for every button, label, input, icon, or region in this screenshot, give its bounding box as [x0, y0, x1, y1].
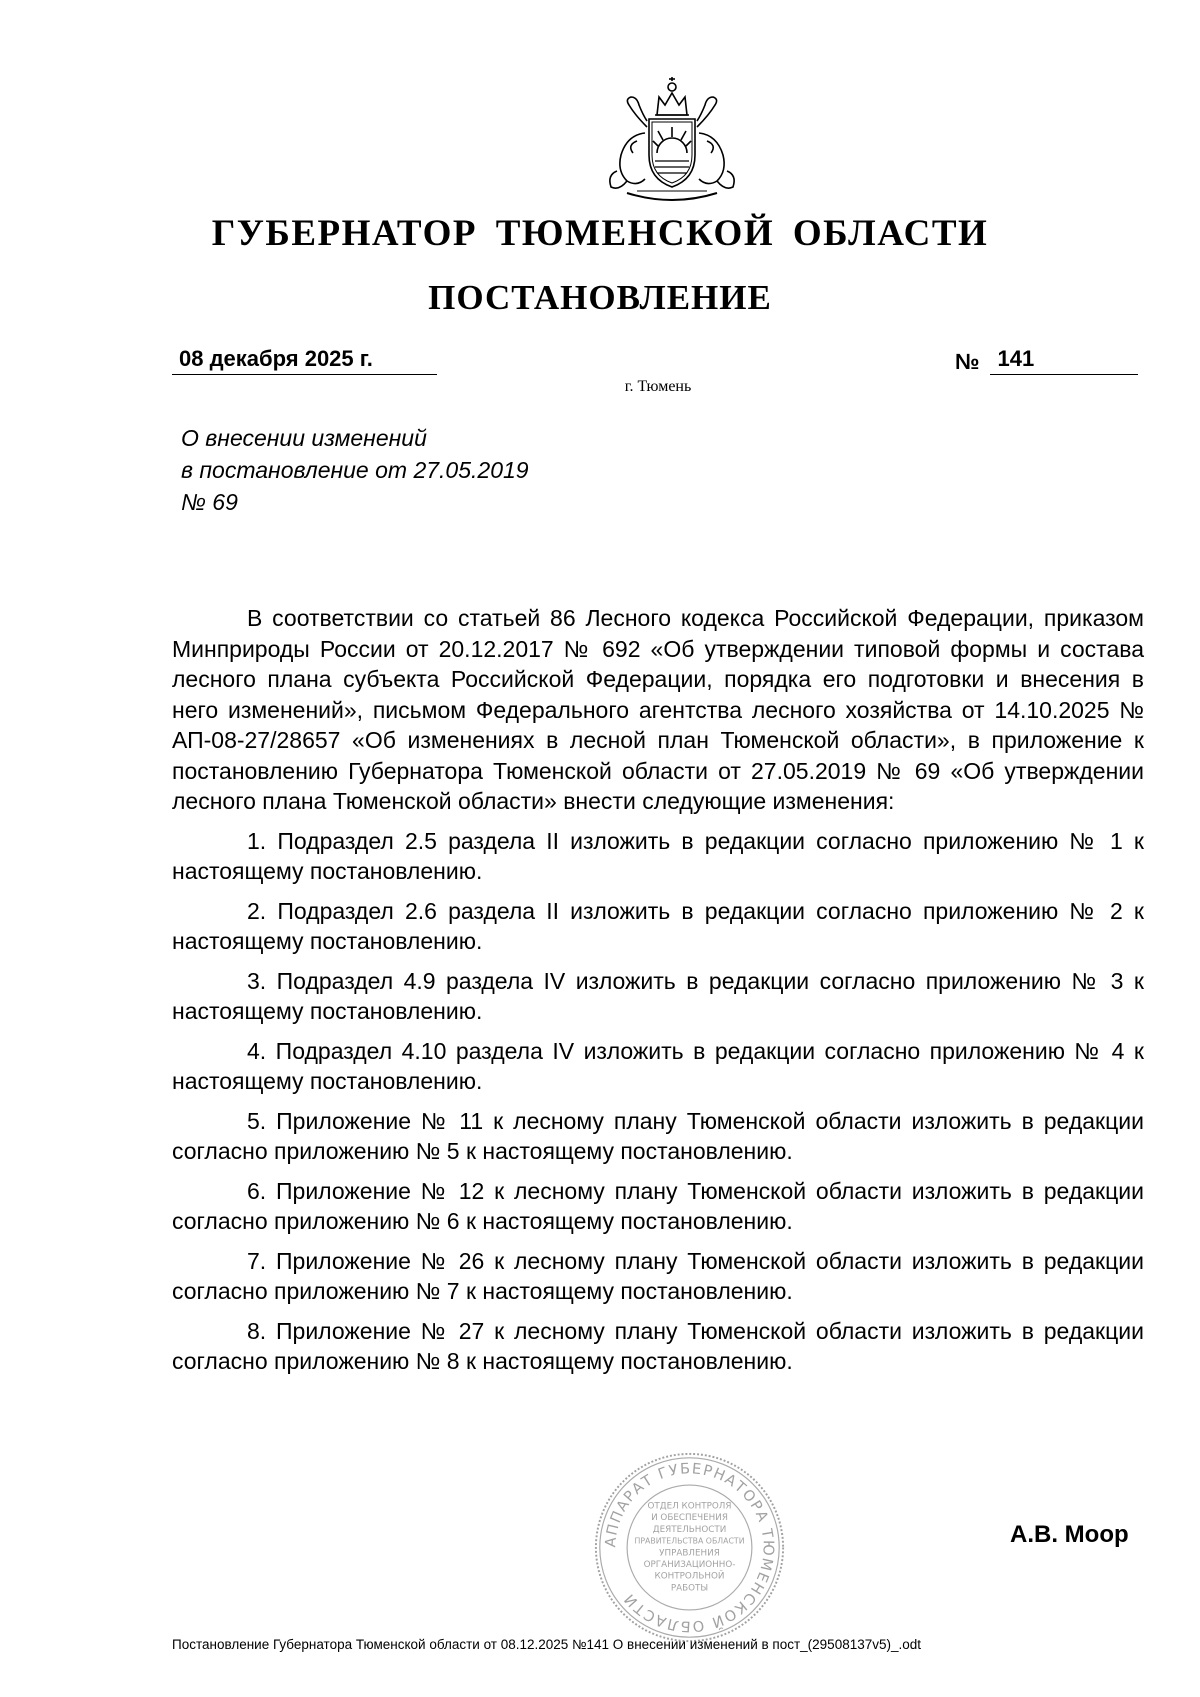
seal-ring-text: АППАРАТ ГУБЕРНАТОРА ТЮМЕНСКОЙ ОБЛАСТИ: [602, 1460, 777, 1635]
seal-line: ОТДЕЛ КОНТРОЛЯ: [647, 1501, 732, 1512]
number-label: №: [955, 349, 980, 374]
subject-line: в постановление от 27.05.2019: [181, 457, 529, 483]
subject-line: О внесении изменений: [181, 425, 427, 451]
document-subject: [181, 422, 529, 518]
subject-line: № 69: [181, 489, 238, 515]
seal-line: КОНТРОЛЬНОЙ: [654, 1571, 725, 1582]
list-item: 1. Подраздел 2.5 раздела II изложить в редакции согласно приложению № 1 к настоящему постановлению.: [172, 827, 1144, 884]
document-body: [172, 603, 1144, 1386]
list-item: 4. Подраздел 4.10 раздела IV изложить в редакции согласно приложению № 4 к настоящему постановлению.: [172, 1037, 1144, 1094]
footer-filename: Постановление Губернатора Тюменской области от 08.12.2025 №141 О внесении изменений в пост_(29508137v5)_.odt: [172, 1637, 922, 1652]
list-item: 7. Приложение № 26 к лесному плану Тюменской области изложить в редакции согласно приложению № 7 к настоящему постановлению.: [172, 1247, 1144, 1304]
document-number: [955, 346, 1138, 375]
list-item: 6. Приложение № 12 к лесному плану Тюменской области изложить в редакции согласно приложению № 6 к настоящему постановлению.: [172, 1177, 1144, 1234]
list-item: 2. Подраздел 2.6 раздела II изложить в редакции согласно приложению № 2 к настоящему постановлению.: [172, 897, 1144, 954]
issuing-authority: ГУБЕРНАТОР ТЮМЕНСКОЙ ОБЛАСТИ: [211, 213, 989, 254]
document-type: ПОСТАНОВЛЕНИЕ: [428, 278, 772, 317]
intro-paragraph: В соответствии со статьей 86 Лесного кодекса Российской Федерации, приказом Минприроды России от 20.12.2017 № 692 «Об утверждении типовой формы и состава лесного плана субъекта Российской Федерации, порядка его подготовки и внесения в него изменений», письмом Федерального агентства лесного хозяйства от 14.10.2025 № АП-08-27/28657 «Об изменениях в лесной план Тюменской области», в приложение к постановлению Губернатора Тюменской области от 27.05.2019 № 69 «Об утверждении лесного плана Тюменской области» внести следующие изменения:: [172, 605, 1144, 814]
seal-line: ПРАВИТЕЛЬСТВА ОБЛАСТИ: [634, 1536, 745, 1546]
document-city: г. Тюмень: [624, 378, 692, 395]
document-date: 08 декабря 2025 г.: [172, 346, 437, 375]
seal-line: И ОБЕСПЕЧЕНИЯ: [651, 1513, 728, 1524]
list-item: 3. Подраздел 4.9 раздела IV изложить в редакции согласно приложению № 3 к настоящему постановлению.: [172, 967, 1144, 1024]
list-item: 8. Приложение № 27 к лесному плану Тюменской области изложить в редакции согласно приложению № 8 к настоящему постановлению.: [172, 1317, 1144, 1374]
signatory-name: А.В. Моор: [1010, 1521, 1129, 1548]
number-value: 141: [990, 346, 1138, 375]
seal-line: УПРАВЛЕНИЯ: [659, 1548, 720, 1559]
seal-line: ОРГАНИЗАЦИОННО-: [643, 1560, 736, 1570]
coat-of-arms-icon: [597, 75, 747, 210]
seal-line: РАБОТЫ: [670, 1583, 709, 1594]
list-item: 5. Приложение № 11 к лесному плану Тюменской области изложить в редакции согласно приложению № 5 к настоящему постановлению.: [172, 1107, 1144, 1164]
official-seal-icon: [592, 1450, 787, 1645]
seal-line: ДЕЯТЕЛЬНОСТИ: [652, 1524, 727, 1535]
